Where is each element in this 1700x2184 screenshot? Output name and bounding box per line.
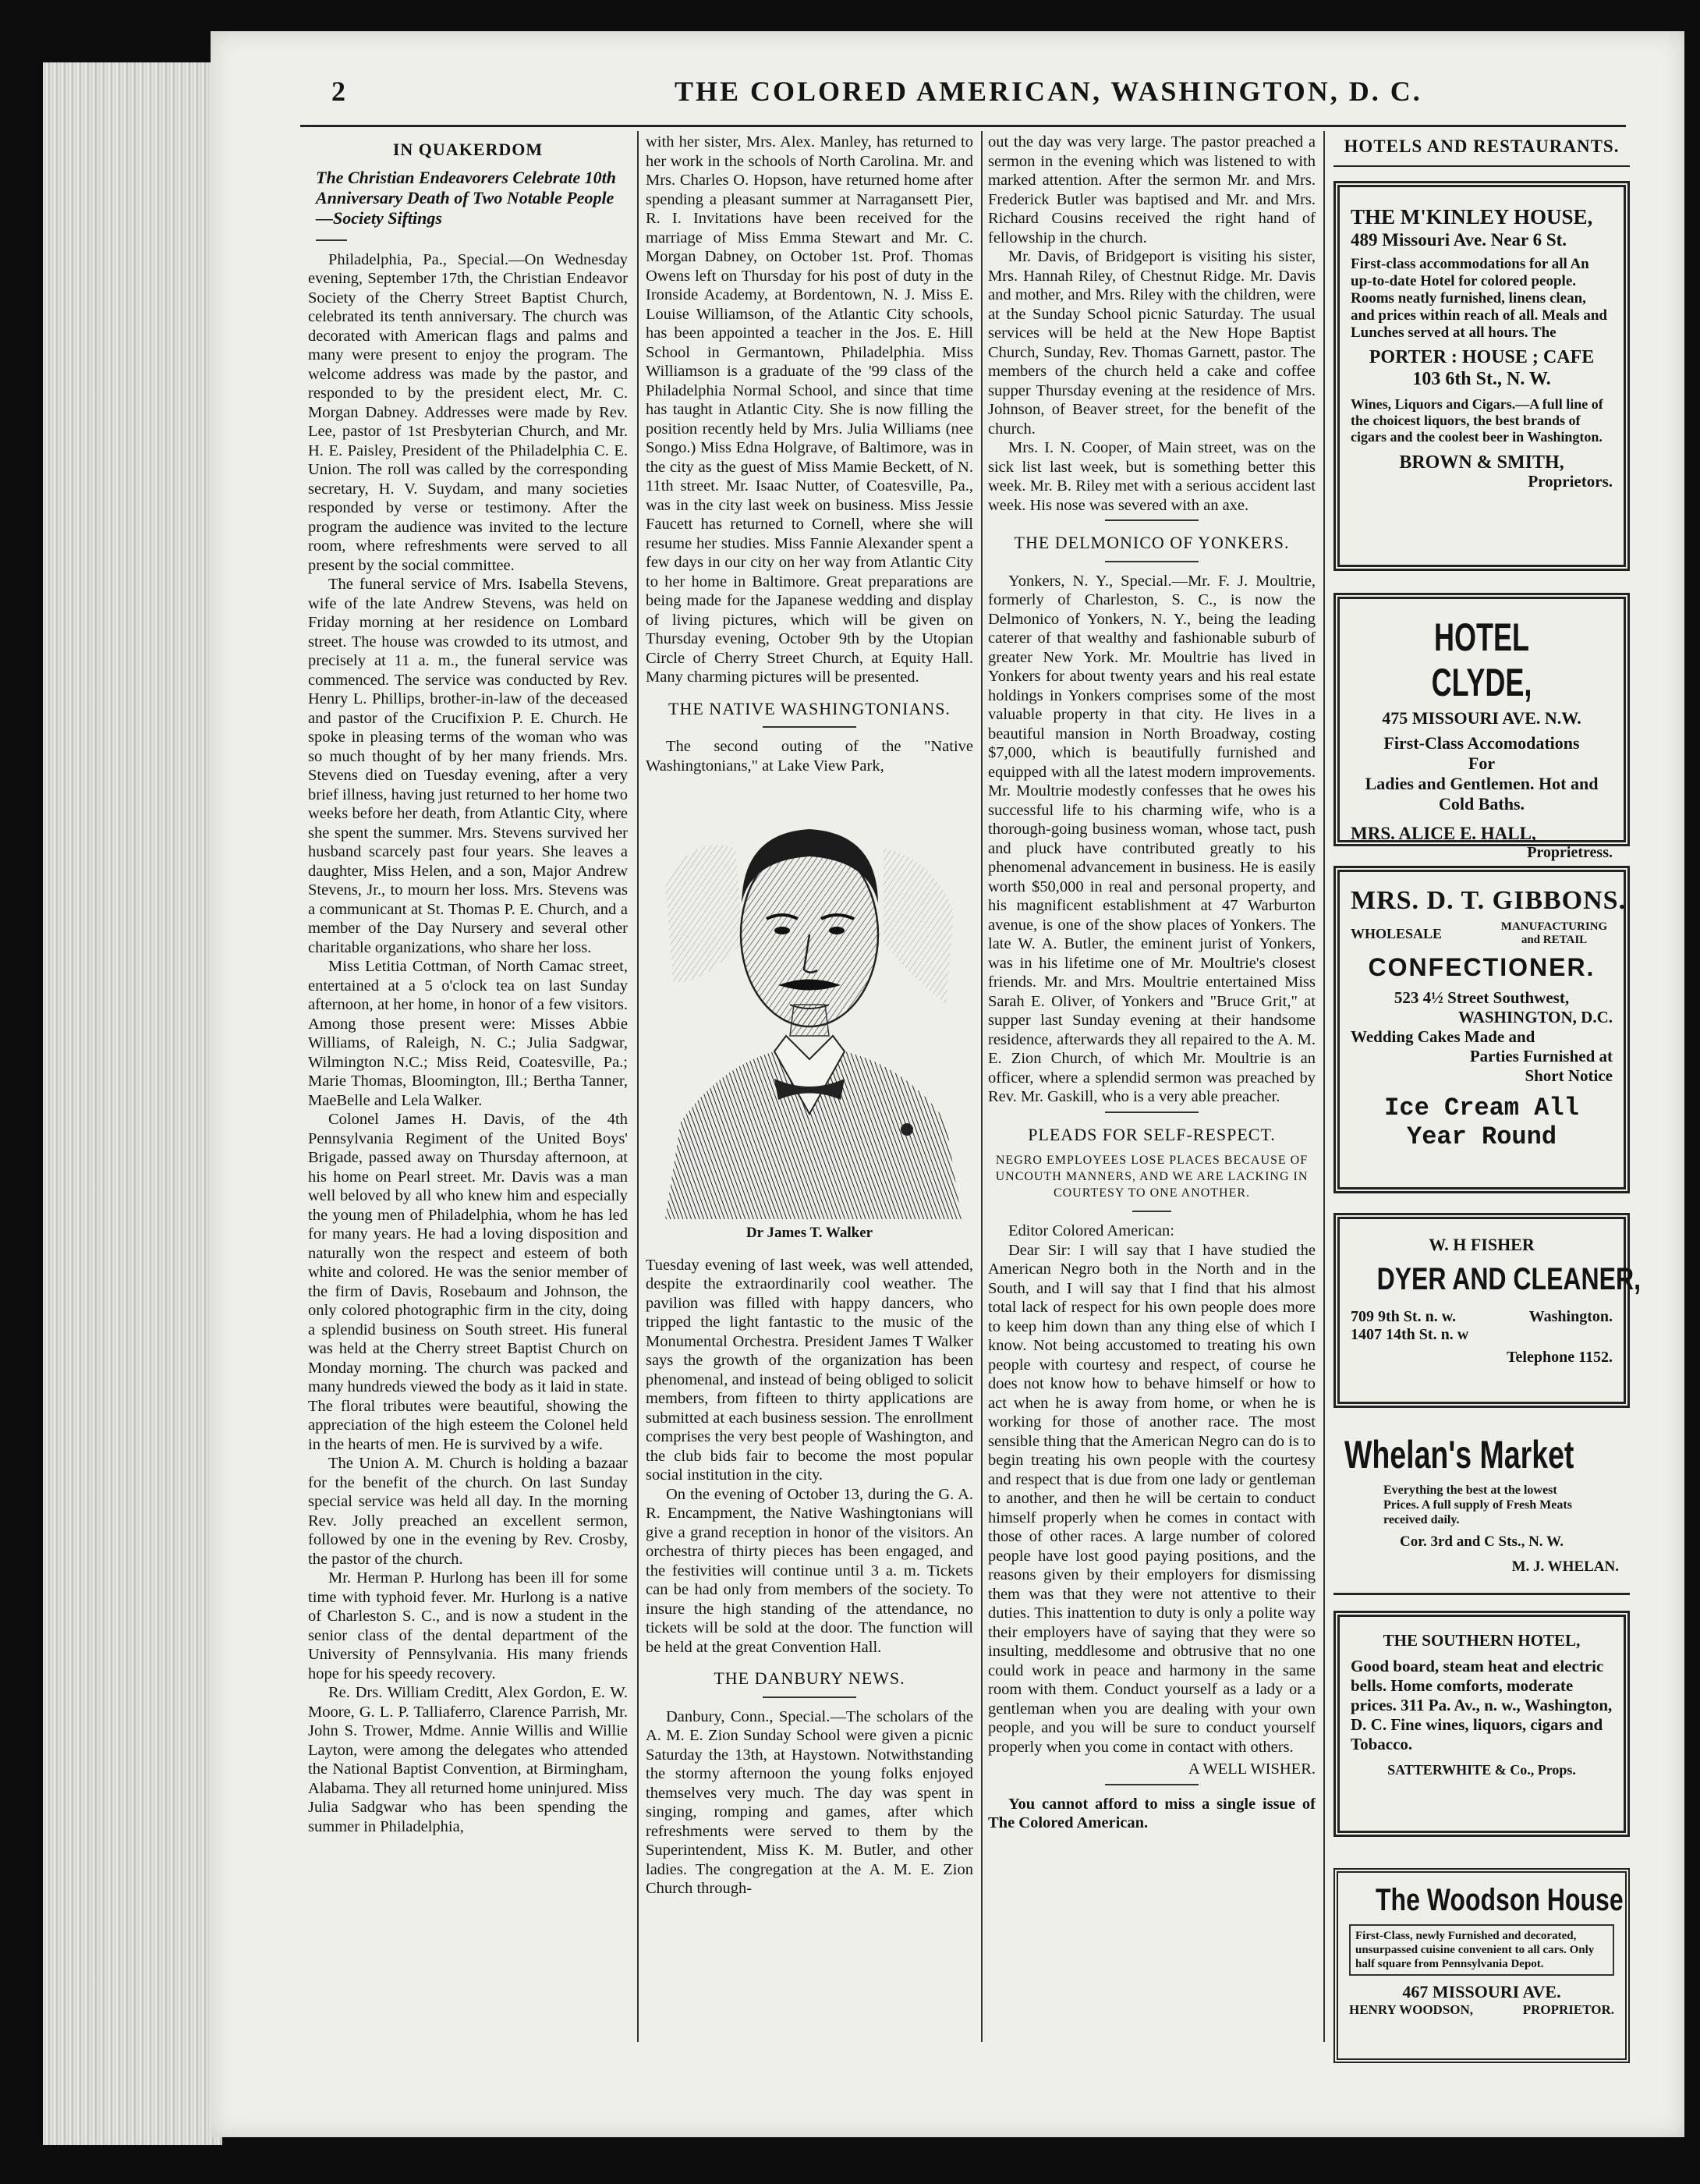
portrait-caption: Dr James T. Walker: [746, 1225, 873, 1241]
ad-address: Cor. 3rd and C Sts., N. W.: [1400, 1533, 1564, 1550]
portrait-illustration: [650, 786, 969, 1219]
article-paragraph: The funeral service of Mrs. Isabella Stevens, wife of the late Andrew Stevens, was held on Friday morning at her residence on Lombard street. The house was crowded to its utmost, and precisely at 11 a. m., the funeral service was commenced. The service was conducted by Rev. Henry L. Phillips, brother-in-law of the deceased and pastor of the Crucifixion P. E. Church. He spoke in pleasing terms of the woman who was so much thought of by her many friends. Mrs. Stevens died on Tuesday evening, after a very brief illness, having just returned to her home two weeks before her death, from Atlantic City, where she spent the summer. Mrs. Stevens survived her husband scarcely past four years. She leaves a daughter, Miss Helen, and a son, Major Andrew Stevens, Jr., to mourn her loss. Mrs. Stevens was a communicant at St. Thomas P. E. Church, and a member of the Day Nursery and several other charitable organizations, who share her loss.: [308, 576, 628, 956]
headline-danbury-news: THE DANBURY NEWS.: [714, 1668, 905, 1688]
ad-name: W. H FISHER: [1429, 1235, 1535, 1254]
ad-line: Wedding Cakes Made and: [1351, 1027, 1535, 1046]
headline-pleads: PLEADS FOR SELF-RESPECT.: [1028, 1124, 1276, 1144]
article-paragraph: Dear Sir: I will say that I have studied the American Negro both in the North and in the South, and I will say that I find that his almost total lack of respect for his own people does more to keep him down than any thing else of which I know. Not being accustomed to treating his own people with courtesy and respect, of course he does not know how to behave himself or how to act when he is away from home, or when he is working for those of another race. The most sensible thing that the American Negro can do is to begin treating his own people with the courtesy and respect that is due from one lady or gentleman to another, and then he will be certain to conduct himself properly when he comes in contact with those of other races. A large number of colored people have lost good paying positions, and the reasons given by their employers for dismissing them was that they were not attentive to their duties. This inattention to duty is only a polite way their employers have of saying that they were so insulting, meddlesome and obtrusive that no one could work in peace and harmony in the same room with them. Conduct yourself as a lady or a gentleman when you are dealing with your own people, and you will be sure to conduct yourself properly when you come in contact with others.: [988, 1241, 1316, 1756]
ad-year-round: Year Round: [1406, 1122, 1557, 1151]
ad-address: 1407 14th St. n. w: [1351, 1326, 1469, 1343]
article-paragraph: Re. Drs. William Creditt, Alex Gordon, E. W. Moore, G. L. P. Talliaferro, Clarence Parrish, Mr. John S. Trower, Mdme. Annie Willis and Willie Layton, were among the delegates who attended the National Baptist Convention, at Birmingham, Alabama. They all returned home uninjured. Miss Julia Sadgwar who has been spending the summer in Philadelphia,: [308, 1684, 628, 1835]
ad-woodson-house: [1333, 1868, 1630, 2063]
ad-trade: CONFECTIONER.: [1368, 953, 1596, 981]
headline-quakerdom: IN QUAKERDOM: [392, 140, 544, 159]
ad-proprietor: SATTERWHITE & Co., Props.: [1387, 1762, 1576, 1778]
ad-line: Parties Furnished at: [1469, 1047, 1613, 1065]
closing-note: You cannot afford to miss a single issue of The Colored American.: [988, 1795, 1316, 1831]
ad-name: Whelan's Market: [1344, 1433, 1574, 1477]
ad-proprietor-label: Proprietress.: [1527, 844, 1613, 861]
article-paragraph: Mr. Davis, of Bridgeport is visiting his sister, Mrs. Hannah Riley, of Chestnut Ridge. Mr. Davis and mother, and Mrs. Riley with the children, were at the Sunday School picnic Saturday. The usual services will be held at the New Hope Baptist Church, Sunday, Rev. Thomas Garnett, pastor. The members of the church held a cake and coffee supper Thursday evening at the residence of Mrs. Johnson, of Beaver street, for the benefit of the church.: [988, 248, 1316, 438]
heading-rule: [763, 726, 856, 728]
ad-mckinley-house: [1333, 181, 1630, 571]
ad-proprietor: M. J. WHELAN.: [1511, 1558, 1619, 1575]
article-paragraph: Tuesday evening of last week, was well attended, despite the extraordinarily cool weather. The pavilion was filled with happy dancers, who tripped the light fantastic to the music of the Monumental Orchestra. President James T Walker says the growth of the organization has been phenomenal, and instead of being obliged to solicit members, from fifteen to thirty applications are submitted at each business session. The enrollment comprises the very best people of Washington, and the club bids fair to become the most popular social institution in the city.: [646, 1256, 973, 1484]
article-paragraph: Philadelphia, Pa., Special.—On Wednesday evening, September 17th, the Christian Endeavor Society of the Cherry Street Baptist Church, celebrated its tenth anniversary. The church was decorated with American flags and palms and many were present to enjoy the program. The welcome address was made by the pastor, and responded to by the president elect, Mr. C. Morgan Dabney. Addresses were made by Rev. Lee, pastor of 1st Presbyterian Church, and Mr. H. E. Paisley, President of the Philadelphia C. E. Union. The roll was called by the corresponding secretary, H. V. Suydam, and many societies responded by verse or testimony. After the program the audience was invited to the lecture room, where refreshments were served to all present by the social committee.: [308, 250, 628, 574]
ad-porter-address: 103 6th St., N. W.: [1412, 369, 1551, 389]
column-1: [308, 133, 628, 2044]
ad-name: The Woodson House: [1376, 1883, 1624, 1917]
column-divider: [1323, 131, 1325, 2042]
article-paragraph: Danbury, Conn., Special.—The scholars of the A. M. E. Zion Sunday School were given a picnic Saturday the 13th, at Haystown. Notwithstanding the stormy afternoon the young folks enjoyed themselves very much. The day was spent in singing, romping and games, after which refreshments were served to them by the Superintendent, Miss K. M. Butler, and other ladies. The congregation at the A. M. E. Zion Church through-: [646, 1707, 973, 1897]
heading-rule: [763, 1696, 856, 1698]
article-paragraph: Colonel James H. Davis, of the 4th Pennsylvania Regiment of the United Boys' Brigade, passed away on Thursday afternoon, at his home on Pearl street. Mr. Davis was a man well beloved by all who knew him and especially the young men of Philadelphia, whom he has led for many years. He had a loving disposition and naturally won the respect and esteem of both white and colored. He was the senior member of the firm of Davis, Rosebaum and Johnson, the only colored photographic firm in the city, doing a splendid business on South street. His funeral was held at the Cherry street Baptist Church on Monday morning. The church was packed and many hundreds viewed the body as it laid in state. The floral tributes were beautiful, showing the appreciation of the high esteem the Colonel held in the hearts of men. He is survived by a wife.: [308, 1111, 628, 1453]
ad-city: WASHINGTON, D.C.: [1458, 1008, 1613, 1026]
masthead-rule: [300, 125, 1626, 127]
book-page-edges: [43, 62, 222, 2145]
ad-mfg: MANUFACTURING and RETAIL: [1500, 920, 1608, 946]
article-paragraph: The Union A. M. Church is holding a bazaar for the benefit of the church. On last Sunday special service was held all day. In the morning Rev. Jolly preached an excellent sermon, followed by one in the evening by Rev. Crosby, the pastor of the church.: [308, 1455, 628, 1568]
ads-section-title: HOTELS AND RESTAURANTS.: [1344, 137, 1620, 156]
ad-phone: Telephone 1152.: [1507, 1349, 1613, 1366]
ad-name: HOTEL CLYDE,: [1431, 615, 1532, 704]
ad-proprietor-label: PROPRIETOR.: [1522, 2002, 1614, 2017]
column-3: [988, 133, 1316, 2044]
column-divider: [637, 131, 639, 2042]
ad-name: MRS. D. T. GIBBONS.: [1351, 886, 1627, 915]
ad-proprietor-label: Proprietors.: [1528, 472, 1613, 491]
ad-address: 475 MISSOURI AVE. N.W.: [1382, 708, 1581, 728]
article-paragraph: The second outing of the "Native Washingtonians," at Lake View Park,: [646, 738, 973, 775]
section-rule: [1105, 519, 1199, 521]
ad-line: First-Class Accomodations: [1383, 733, 1580, 753]
masthead: [300, 75, 1626, 112]
ads-title-rule: [1333, 165, 1630, 167]
article-paragraph: Mr. Herman P. Hurlong has been ill for some time with typhoid fever. Mr. Hurlong is a native of Charleston S. C., and is now a student in the senior class of the dental department of the University of Pennsylvania. His many friends hope for his speedy recovery.: [308, 1569, 628, 1682]
ad-wholesale: WHOLESALE: [1351, 925, 1443, 941]
page-number: 2: [331, 76, 345, 107]
section-rule: [1105, 1784, 1199, 1785]
article-paragraph: out the day was very large. The pastor preached a sermon in the evening which was listened to with marked attention. After the sermon Mr. and Mrs. Frederick Butler was baptised and Mr. and Mrs. Richard Cousins received the right hand of fellowship in the church.: [988, 133, 1316, 246]
section-rule: [1105, 1112, 1199, 1113]
ad-proprietor-name: HENRY WOODSON,: [1349, 2002, 1474, 2017]
article-paragraph: On the evening of October 13, during the G. A. R. Encampment, the Native Washingtonians will give a grand reception in honor of the visitors. An orchestra of thirty pieces has been engaged, and the festivities will continue until 3 a. m. Tickets can be had only from members of the society. To insure the high standing of the attendance, no tickets will be sold at the door. The function will be held at the great Convention Hall.: [646, 1485, 973, 1656]
ad-line: Ladies and Gentlemen. Hot and Cold Baths.: [1365, 774, 1599, 814]
article-paragraph: Miss Letitia Cottman, of North Camac street, entertained at a 5 o'clock tea on last Sunday afternoon, at her home, in honor of a few visitors. Among those present were: Misses Abbie Williams, of Raleigh, N. C.; Julia Sadgwar, Wilmington N.C.; Miss Reid, Coatesville, Pa.; Marie Thomas, Bloomington, Ill.; Bertha Tanner, MaeBelle and Lela Walker.: [308, 958, 628, 1109]
letter-salutation: Editor Colored American:: [1008, 1222, 1174, 1239]
ad-proprietor-name: MRS. ALICE E. HALL,: [1351, 824, 1536, 843]
ad-body: First-class accommodations for all An up-to-date Hotel for colored people. Rooms neatly furnished, linens clean, and prices within reach of all. Meals and Lunches served at all hours. The: [1351, 256, 1607, 341]
ad-porter-house: PORTER : HOUSE ; CAFE: [1369, 347, 1595, 367]
subhead-quakerdom: The Christian Endeavorers Celebrate 10th Anniversary Death of Two Notable People—Society Siftings: [316, 167, 617, 228]
pleads-subhead: NEGRO EMPLOYEES LOSE PLACES BECAUSE OF UNCOUTH MANNERS, AND WE ARE LACKING IN COURTESY TO ONE ANOTHER.: [995, 1154, 1309, 1200]
ad-address: 489 Missouri Ave. Near 6 St.: [1351, 230, 1567, 250]
ad-line: For: [1468, 753, 1496, 773]
ad-trade: DYER AND CLEANER,: [1376, 1262, 1641, 1296]
heading-rule: [1132, 1211, 1171, 1212]
ad-southern-hotel: [1333, 1611, 1630, 1837]
article-paragraph: with her sister, Mrs. Alex. Manley, has returned to her work in the schools of North Carolina. Mr. and Mrs. Charles O. Hopson, have returned home after spending a pleasant summer at Narragansett Pier, R. I. Invitations have been received for the marriage of Miss Emma Stewart and Mr. C. Morgan Dabney, on October 1st. Prof. Thomas Owens left on Thursday for his post of duty in the Ironside Academy, at Bordentown, N. J. Miss E. Louise Williamson, of the Atlantic City schools, has been appointed a teacher in the Jos. E. Hill School in Germantown, Philadelphia. Miss Williamson is a graduate of the '99 class of the Philadelphia Normal School, and since that time has taught in Atlantic City. She is now filling the position recently held by Mrs. Julia Williams (nee Songo.) Miss Edna Holgrave, of Baltimore, was in the city as the guest of Miss Mamie Beckett, of N. 11th street. Mr. Isaac Nutter, of Coatesville, Pa., was in the city last week on business. Miss Jessie Faucett has returned to Cornell, where she will resume her studies. Miss Fannie Alexander spent a few days in our city on her way from Atlantic City to her home in Baltimore. Great preparations are being made for the Japanese wedding and display of living pictures, which will be given on Thursday evening, October 9th by the Utopian Circle of Cherry Street Church, at Equity Hall. Many charming pictures will be presented.: [646, 133, 973, 686]
ad-proprietor-name: BROWN & SMITH,: [1399, 452, 1564, 473]
column-divider: [981, 131, 983, 2042]
column-2: [646, 133, 973, 2044]
ad-address: 523 4½ Street Southwest,: [1394, 988, 1570, 1007]
ad-hotel-clyde: [1333, 593, 1630, 861]
newspaper-title: THE COLORED AMERICAN, WASHINGTON, D. C.: [675, 76, 1422, 107]
ad-body: Everything the best at the lowest Prices. A full supply of Fresh Meats received daily.: [1383, 1484, 1572, 1526]
ad-city: Washington.: [1528, 1308, 1613, 1325]
article-paragraph: Yonkers, N. Y., Special.—Mr. F. J. Moultrie, formerly of Charleston, S. C., is now the Delmonico of Yonkers, N. Y., being the leading caterer of that wealthy and fashionable suburb of greater New York. Mr. Moultrie has lived in Yonkers for about twenty years and his real estate holdings in Yonkers comprises some of the most valuable property in that city. He lives in a beautiful mansion in North Broadway, costing $7,000, which is beautifully furnished and equipped with all the latest modern improvements. Mr. Moultrie modestly confesses that he owes his successful life to his charming wife, who is a thorough-going business woman, whose tact, push and pluck have contributed greatly to his phenomenal advancement in business. He is easily worth $50,000 in real and personal property, and his magnificent establishment at 47 Warburton avenue, is one of the show places of Yonkers. The late W. A. Butler, the eminent jurist of Yonkers, was in his lifetime one of Mr. Moultrie's closest friends. Mr. and Mrs. Moultrie entertained Miss Sarah E. Oliver, of Yonkers and "Bruce Grit," at supper last Sunday evening at their handsome residence, afterwards they all repaired to the A. M. E. Zion Church, of which Mr. Moultrie is an officer, where a splendid sermon was preached by Rev. Mr. Gaskill, who is a very able preacher.: [988, 572, 1316, 1105]
subhead-rule: [316, 239, 347, 241]
ad-gibbons-confectioner: [1333, 866, 1630, 1193]
ad-address: 467 MISSOURI AVE.: [1402, 1982, 1561, 2001]
ad-address: 709 9th St. n. w.: [1351, 1308, 1457, 1325]
letter-signoff: A WELL WISHER.: [1188, 1760, 1316, 1778]
ad-name: THE SOUTHERN HOTEL,: [1383, 1631, 1581, 1650]
headline-delmonico: THE DELMONICO OF YONKERS.: [1014, 533, 1290, 552]
article-paragraph: Mrs. I. N. Cooper, of Main street, was on the sick list last week, but is something better this week. Mr. B. Riley met with a serious accident last week. His nose was severed with an axe.: [988, 439, 1316, 514]
ad-body: Good board, steam heat and electric bells. Home comforts, moderate prices. 311 Pa. Av., n. w., Washington, D. C. Fine wines, liquors, cigars and Tobacco.: [1351, 1657, 1613, 1753]
ad-fisher-dyer: [1333, 1213, 1641, 1408]
ad-wines: Wines, Liquors and Cigars.—A full line of the choicest liquors, the best brands of cigars and the coolest beer in Washington.: [1351, 396, 1603, 445]
ad-ice-cream: Ice Cream All: [1384, 1094, 1579, 1122]
heading-rule: [1105, 561, 1199, 562]
headline-native-washingtonians: THE NATIVE WASHINGTONIANS.: [668, 698, 951, 718]
ad-body: First-Class, newly Furnished and decorated, unsurpassed cuisine convenient to all cars. Only half square from Pennsylvania Depot.: [1349, 1924, 1614, 1976]
ad-line: Short Notice: [1525, 1066, 1613, 1085]
ad-whelans-market: [1333, 1424, 1630, 1595]
ad-name: THE M'KINLEY HOUSE,: [1351, 205, 1593, 229]
